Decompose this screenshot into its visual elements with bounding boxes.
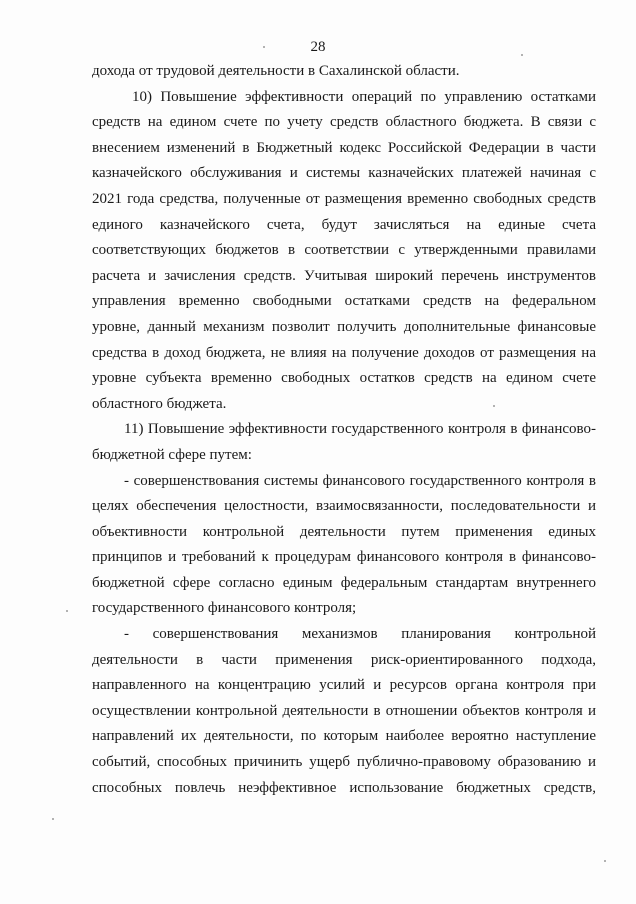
text-line: расчета и зачисления средств. Учитывая широкий перечень инструментов — [92, 267, 596, 284]
text-line: 2021 года средства, полученные от размещения временно свободных средств — [92, 190, 596, 207]
text-line: единого казначейского счета, будут зачисляться на единые счета — [92, 216, 596, 233]
text-line: принципов и требований к процедурам финансового контроля в финансово- — [92, 549, 596, 566]
text-line: средств на едином счете по учету средств областного бюджета. В связи с — [92, 114, 596, 131]
paragraph-11-heading-line: 11) Повышение эффективности государственного контроля в финансово- — [124, 421, 596, 438]
text-line: соответствующих бюджетов в соответствии с утвержденными правилами — [92, 242, 596, 259]
page-number: 28 — [310, 39, 326, 55]
text-line: осуществлении контрольной деятельности в отношении объектов контроля и — [92, 702, 596, 719]
text-line: внесением изменений в Бюджетный кодекс Российской Федерации в части — [92, 139, 596, 156]
text-line: событий, способных причинить ущерб публично-правовому образованию и — [92, 754, 596, 771]
text-line: бюджетной сфере согласно единым федеральным стандартам внутреннего — [92, 574, 596, 591]
scan-speck — [521, 54, 523, 56]
text-line: способных повлечь неэффективное использование бюджетных средств, — [92, 779, 596, 796]
text-line: казначейского обслуживания и системы казначейских платежей начиная с — [92, 165, 596, 182]
paragraph-10-heading-line: 10) Повышение эффективности операций по управлению остатками — [132, 88, 596, 105]
scan-speck — [66, 610, 68, 612]
list-item-first-line: - совершенствования механизмов планирования контрольной — [124, 626, 596, 643]
document-body — [92, 59, 596, 801]
scan-speck — [493, 405, 495, 407]
text-line: деятельности в части применения риск-ориентированного подхода, — [92, 651, 596, 668]
text-line: управления временно свободными остатками средств на федеральном — [92, 293, 596, 310]
list-item-first-line: - совершенствования системы финансового государственного контроля в — [124, 472, 596, 489]
text-line: государственного финансового контроля; — [92, 600, 357, 617]
text-line: средства в доход бюджета, не влияя на получение доходов от размещения на — [92, 344, 596, 361]
scan-speck — [263, 46, 265, 48]
text-line: уровне, данный механизм позволит получить дополнительные финансовые — [92, 318, 596, 335]
text-line: бюджетной сфере путем: — [92, 446, 252, 463]
scan-speck — [604, 860, 606, 862]
text-line: направлений их деятельности, по которым наиболее вероятно наступление — [92, 728, 596, 745]
text-line: объективности контрольной деятельности путем применения единых — [92, 523, 596, 540]
scan-speck — [52, 818, 54, 820]
text-line: уровне субъекта временно свободных остатков средств на едином счете — [92, 370, 596, 387]
text-line: дохода от трудовой деятельности в Сахалинской области. — [92, 63, 460, 79]
text-line: направленного на концентрацию усилий и ресурсов органа контроля при — [92, 677, 596, 694]
text-line: областного бюджета. — [92, 395, 227, 412]
text-line: целях обеспечения целостности, взаимосвязанности, последовательности и — [92, 498, 596, 515]
